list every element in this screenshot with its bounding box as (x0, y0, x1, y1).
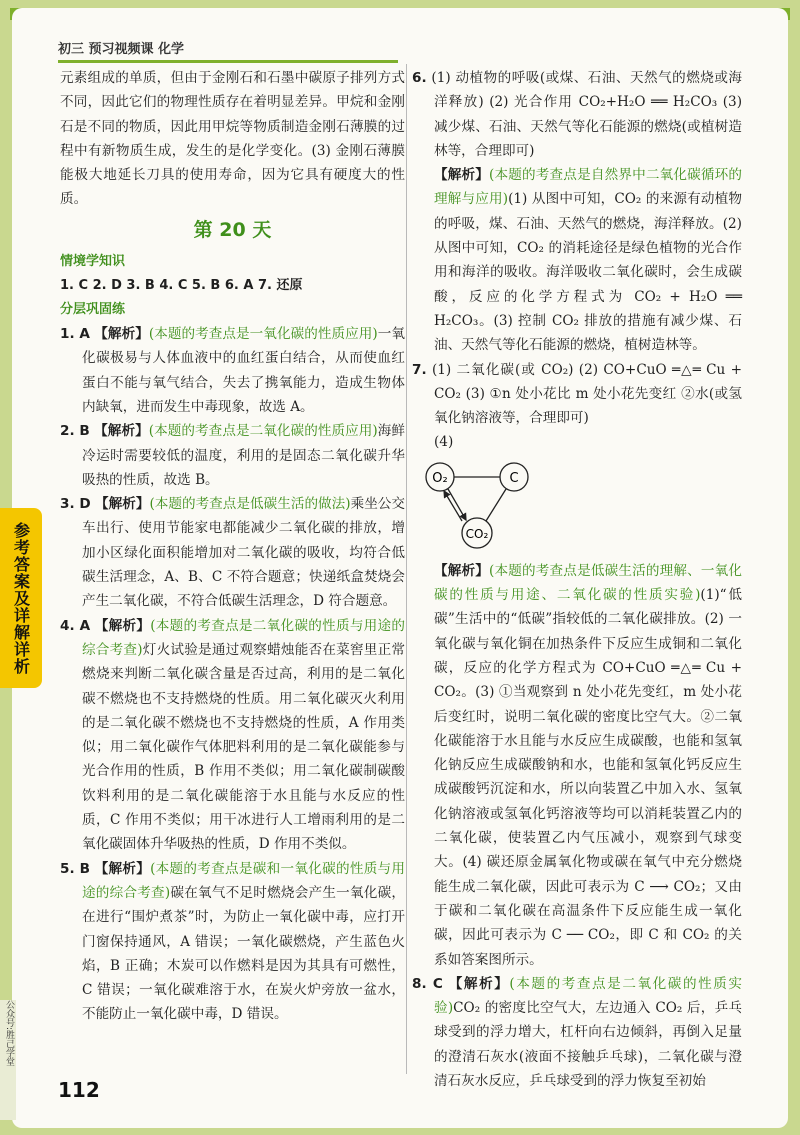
part-4-label: (4) (434, 434, 454, 451)
section-title-1: 情境学知识 (60, 253, 126, 269)
item-text: 灯火试验是通过观察蜡烛能否在菜窖里正常燃烧来判断二氧化碳含量是否过高，利用的是二氧化碳不燃烧也不支持燃烧的性质。用二氧化碳灭火利用的是二氧化碳不燃烧也不支持燃烧的性质，A 作用类似；用二氧化碳作气体肥料利用的是二氧化碳能参与光合作用的性质，B 作用不类似；用二氧化碳制碳酸饮料利用的是二氧化碳能溶于水且能与水反应的性质，C 作用不类似；用干冰进行人工增雨利用的是二氧化碳固体升华吸热的性质，D 作用不类似。 (82, 641, 405, 853)
analysis-tag: 【解析】 (434, 167, 490, 184)
item-number: 1. A (60, 326, 90, 343)
answer-item-6 (412, 66, 742, 163)
item-text: 碳在氧气不足时燃烧会产生一氧化碳，在进行“围炉煮茶”时，为防止一氧化碳中毒，应打开门窗保持通风，A 错误；一氧化碳燃烧，产生蓝色火焰，B 正确；木炭可以作燃料是因为其具有可燃性，C 错误；一氧化碳难溶于水，在炭火炉旁放一盆水，不能防止一氧化碳中毒，D 错误。 (82, 884, 405, 1023)
analysis-tag: 【解析】 (94, 617, 151, 634)
analysis-tag: 【解析】 (448, 975, 510, 992)
o2-label: O₂ (432, 470, 448, 486)
item-number: 3. D (60, 496, 91, 513)
item-number: 2. B (60, 423, 90, 440)
page-number: 112 (58, 1078, 100, 1102)
analysis-text: CO₂ 的密度比空气大，左边通入 CO₂ 后，乒乓球受到的浮力增大，杠杆向右边倾斜，再倒入足量的澄清石灰水(液面不接触乒乓球)，二氧化碳与澄清石灰水反应，乒乓球受到的浮力恢复至初始 (434, 1000, 743, 1089)
left-column (60, 66, 405, 1027)
answer-item-7 (412, 358, 742, 431)
answer-item-3 (60, 492, 405, 613)
item-number: 6. (412, 70, 427, 86)
item-answer: (1) 二氧化碳(或 CO₂) (2) CO+CuO ═△═ Cu + CO₂ (3) ①n 处小花比 m 处小花先变红 ②水(或氢氧化钠溶液等，合理即可) (431, 361, 742, 427)
answer-item-8 (412, 972, 742, 1093)
c-co2-link (486, 489, 506, 521)
analysis-7 (412, 559, 742, 972)
intro-paragraph: 元素组成的单质，但由于金刚石和石墨中碳原子排列方式不同，因此它们的物理性质存在着明显差异。甲烷和金刚石是不同的物质，因此用甲烷等物质制造金刚石薄膜的过程中有新物质生成，发生的是化学变化。(3) 金刚石薄膜能极大地延长刀具的使用寿命，因为它具有硬度大的性质。 (60, 70, 405, 208)
answer-item-2 (60, 419, 405, 492)
item-text: 一氧化碳极易与人体血液中的血红蛋白结合，从而使血红蛋白不能与氧气结合，失去了携氧能力，造成生物体内缺氧，进而发生中毒现象，故选 A。 (82, 326, 406, 415)
co2-label: CO₂ (465, 526, 489, 541)
column-divider (406, 64, 407, 1074)
item-number: 5. B (60, 860, 90, 877)
answers-row: 1. C 2. D 3. B 4. C 5. B 6. A 7. 还原 (60, 277, 303, 293)
carbon-relation-diagram (422, 459, 542, 551)
item-text: 乘坐公交车出行、使用节能家电都能减少二氧化碳的排放，增加小区绿化面积能增加对二氧化碳的吸收，均符合低碳生活理念，A、B、C 不符合题意；快递纸盒焚烧会产生二氧化碳，不符合低碳生活理念，D 符合题意。 (82, 496, 406, 610)
o2-to-co2-arrow (448, 489, 466, 520)
key-point: (本题的考查点是低碳生活的理解、一氧化碳的性质与用途、二氧化碳的性质实验) (434, 562, 743, 604)
analysis-text: (1) 从图中可知，CO₂ 的来源有动植物的呼吸，煤、石油、天然气的燃烧，海洋释放。(2) 从图中可知，CO₂ 的消耗途径是绿色植物的光合作用和海洋的吸收。海洋吸收二氧化碳时，会生成碳酸，反应的化学方程式为 CO₂ + H₂O ══ H₂CO₃。(3) 控制 CO₂ 排放的措施有减少煤、石油、天然气等化石能源的燃烧，植树造林等。 (434, 191, 742, 354)
right-column (412, 66, 742, 1093)
analysis-tag: 【解析】 (434, 562, 490, 579)
item-number: 4. A (60, 617, 91, 634)
key-point: (本题的考查点是二氧化碳的性质应用) (148, 423, 378, 440)
side-stamp: 公众号:胜己学堂 (0, 1000, 16, 1120)
key-point: (本题的考查点是碳和一氧化碳的性质与用途的综合考查) (82, 860, 406, 901)
item-number: 7. (412, 361, 427, 378)
item-text: 海鲜冷运时需要较低的温度，利用的是固态二氧化碳升华吸热的性质，故选 B。 (82, 423, 406, 488)
key-point: (本题的考查点是一氧化碳的性质应用) (148, 326, 378, 343)
analysis-tag: 【解析】 (95, 496, 150, 513)
analysis-tag: 【解析】 (94, 423, 149, 440)
header-rule (58, 60, 398, 63)
answer-item-4 (60, 614, 405, 857)
day-title: 第 20 天 (193, 218, 272, 241)
answer-item-1 (60, 322, 405, 419)
answer-item-5 (60, 857, 405, 1027)
analysis-tag: 【解析】 (94, 860, 151, 877)
co2-to-o2-arrow (444, 491, 462, 521)
item-answer: (1) 动植物的呼吸(或煤、石油、天然气的燃烧或海洋释放) (2) 光合作用 CO₂+H₂O ══ H₂CO₃ (3) 减少煤、石油、天然气等化石能源的燃烧(或植树造林等，合理即可) (431, 70, 742, 159)
page-header: 初三 预习视频课 化学 (58, 42, 185, 57)
analysis-tag: 【解析】 (94, 326, 149, 343)
key-point: (本题的考查点是自然界中二氧化碳循环的理解与应用) (434, 167, 743, 208)
analysis-text: (1)“低碳”生活中的“低碳”指较低的二氧化碳排放。(2) 一氧化碳与氧化铜在加热条件下反应生成铜和二氧化碳，反应的化学方程式为 CO+CuO ═△═ Cu + CO₂。(3) ①当观察到 n 处小花先变红，m 处小花后变红时，说明二氧化碳的密度比空气大。②二氧化碳能溶于水且能与水反应生成碳酸，也能和氢氧化钠反应生成碳酸钠和水，也能和氢氧化钙反应生成碳酸钙沉淀和水，所以向装置乙中加入水、氢氧化钠溶液或氢氧化钙溶液等均可以消耗装置乙内的二氧化碳，使装置乙内气压减小，观察到气球变大。(4) 碳还原金属氧化物或碳在氧气中充分燃烧能生成二氧化碳，因此可表示为 C ⟶ CO₂；又由于碳和二氧化碳在高温条件下反应能生成一氧化碳，因此可表示为 C ── CO₂，即 C 和 CO₂ 的关系如答案图所示。 (434, 587, 742, 968)
section-title-2: 分层巩固练 (60, 302, 126, 318)
key-point: (本题的考查点是二氧化碳的性质与用途的综合考查) (82, 617, 405, 658)
key-point: (本题的考查点是低碳生活的做法) (149, 496, 351, 513)
key-point: (本题的考查点是二氧化碳的性质实验) (434, 975, 742, 1017)
c-label: C (509, 470, 519, 486)
side-tab: 参考答案及详解详析 (0, 508, 42, 688)
analysis-6 (412, 163, 742, 357)
item-number: 8. C (412, 975, 443, 992)
